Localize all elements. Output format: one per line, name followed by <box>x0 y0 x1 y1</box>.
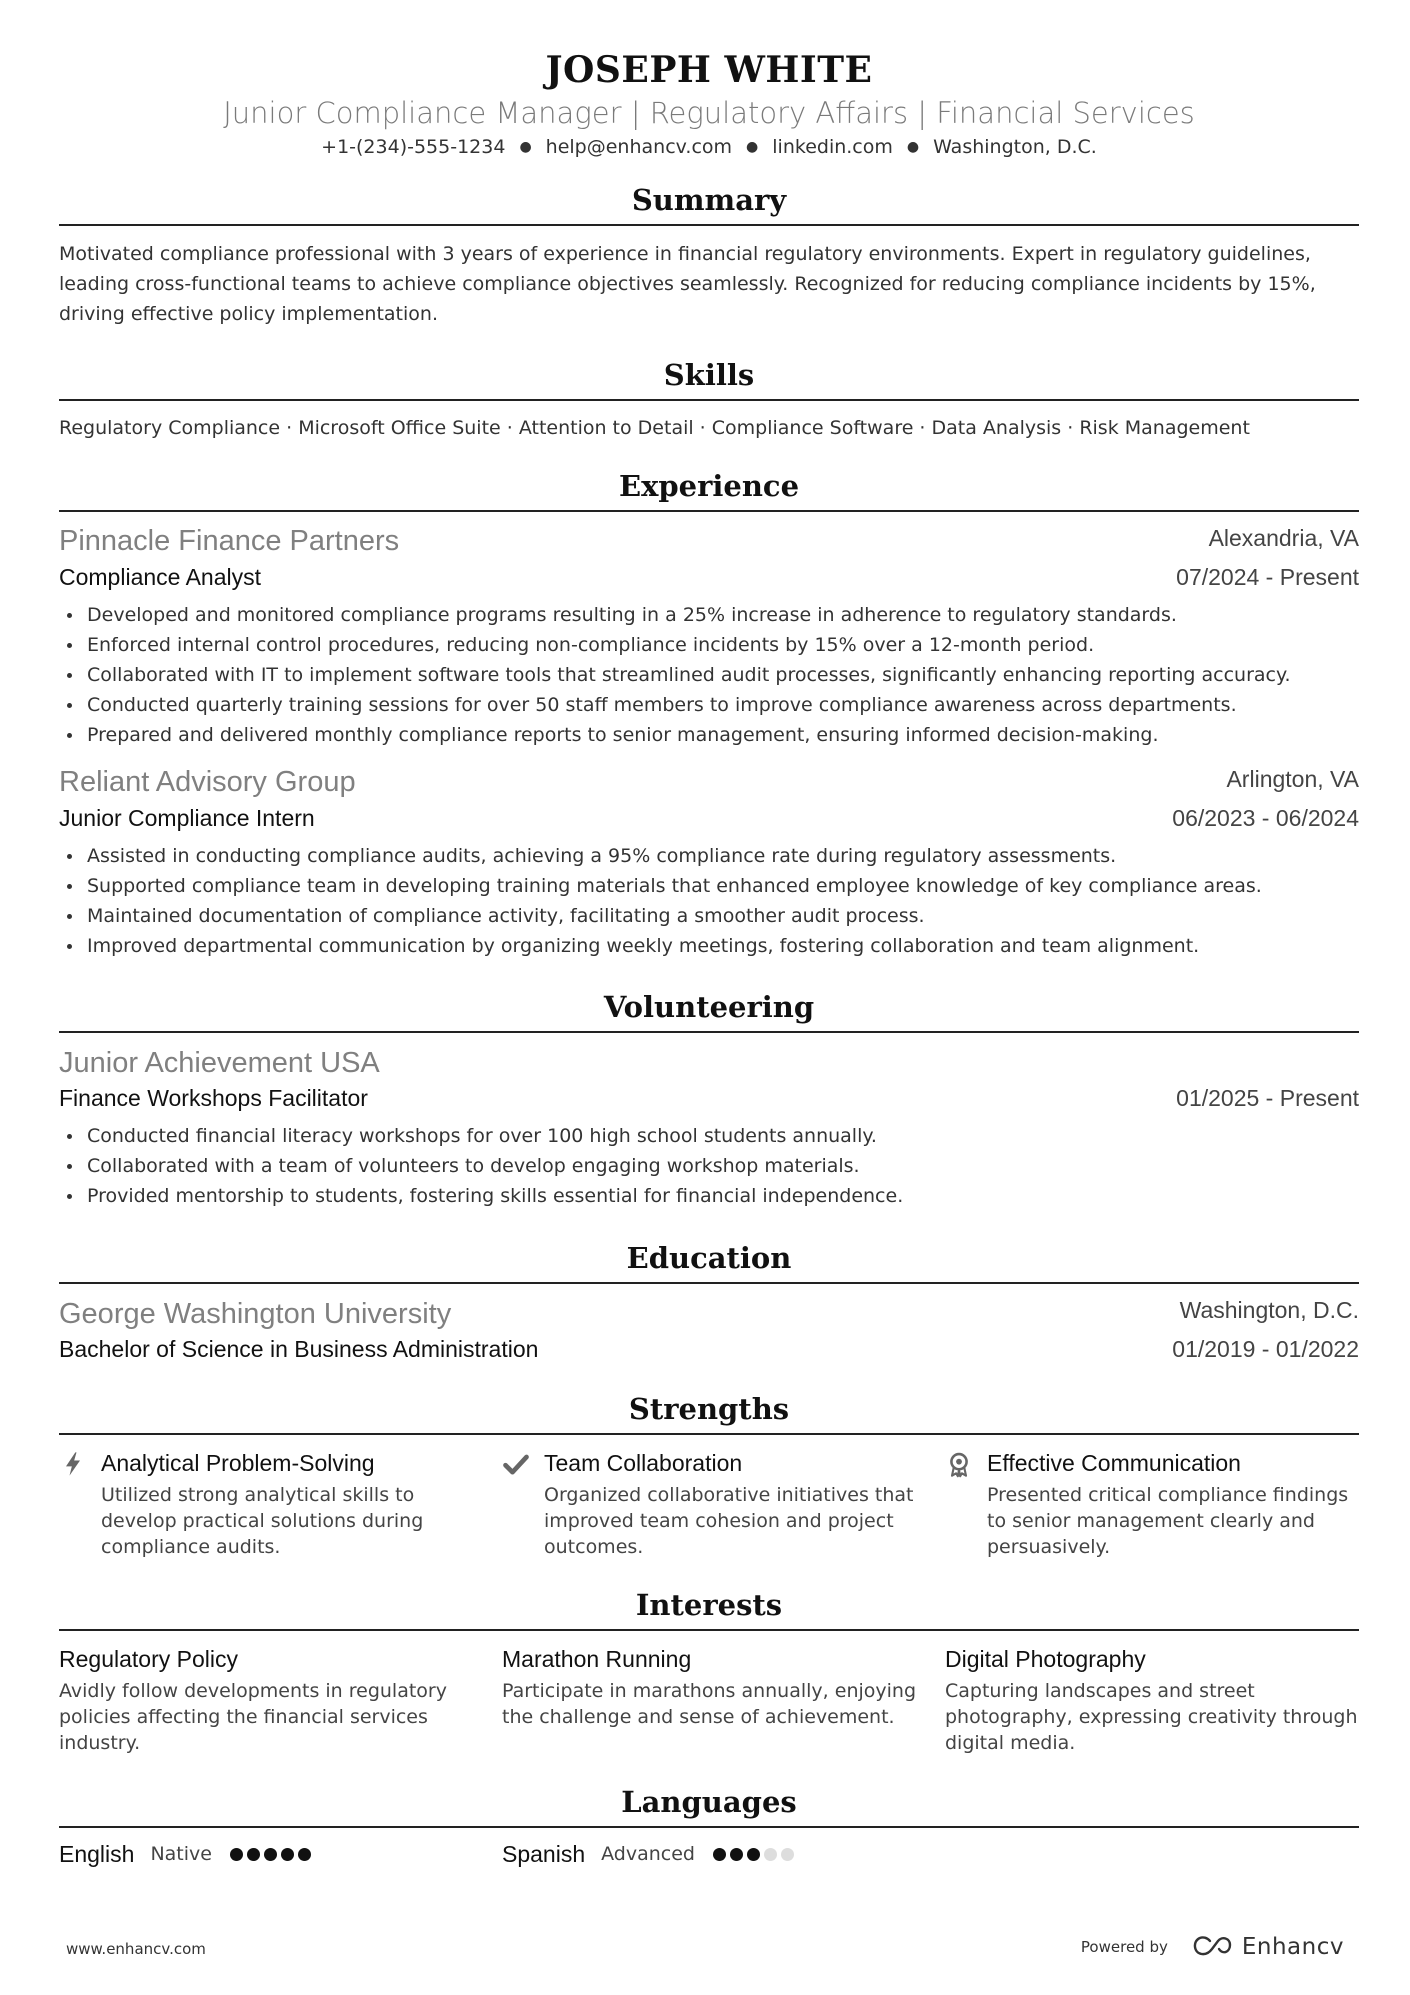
lightning-icon <box>59 1450 87 1478</box>
interest-title: Marathon Running <box>502 1646 692 1672</box>
footer-website[interactable]: www.enhancv.com <box>66 1940 206 1958</box>
language-rating <box>230 1848 311 1861</box>
enhancv-logo-icon <box>1192 1935 1234 1959</box>
rating-dot-filled <box>247 1848 260 1861</box>
language-name: Spanish <box>502 1841 586 1867</box>
strength-item <box>945 1448 1365 1560</box>
rating-dot-filled <box>264 1848 277 1861</box>
strength-title: Analytical Problem-Solving <box>101 1450 375 1476</box>
strength-desc: Presented critical compliance findings to senior management clearly and persuasively. <box>987 1484 1349 1558</box>
job-role: Junior Compliance Intern <box>59 805 315 831</box>
list-item: Collaborated with IT to implement software tools that streamlined audit processes, significantly enhancing reporting accuracy. <box>87 660 1359 690</box>
job-dates: 06/2023 - 06/2024 <box>1172 805 1359 831</box>
list-item: Assisted in conducting compliance audits, achieving a 95% compliance rate during regulatory assessments. <box>87 841 1359 871</box>
rating-dot-filled <box>747 1848 760 1861</box>
list-item: Maintained documentation of compliance activity, facilitating a smoother audit process. <box>87 901 1359 931</box>
job-company: Pinnacle Finance Partners <box>59 525 400 557</box>
language-rating <box>713 1848 794 1861</box>
contact-linkedin[interactable]: linkedin.com <box>772 136 893 158</box>
list-item: Prepared and delivered monthly compliance reports to senior management, ensuring informed decision-making. <box>87 720 1359 750</box>
list-item: Collaborated with a team of volunteers to develop engaging workshop materials. <box>87 1151 1359 1181</box>
checkmark-icon <box>502 1450 530 1478</box>
job-role: Compliance Analyst <box>59 564 261 590</box>
rating-dot-filled <box>298 1848 311 1861</box>
section-title-volunteering: Volunteering <box>59 989 1359 1033</box>
powered-by-label: Powered by <box>1080 1938 1168 1956</box>
education-dates: 01/2019 - 01/2022 <box>1172 1336 1359 1362</box>
separator-dot: ● <box>746 139 759 155</box>
section-title-education: Education <box>59 1240 1359 1284</box>
separator-dot: ● <box>519 139 532 155</box>
strength-item <box>502 1448 922 1560</box>
list-item: Conducted financial literacy workshops for over 100 high school students annually. <box>87 1121 1359 1151</box>
award-icon <box>945 1450 973 1478</box>
language-item <box>59 1839 311 1869</box>
candidate-headline: Junior Compliance Manager | Regulatory Affairs | Financial Services <box>223 96 1195 130</box>
rating-dot-empty <box>764 1848 777 1861</box>
section-title-experience: Experience <box>59 468 1359 512</box>
strength-desc: Organized collaborative initiatives that improved team cohesion and project outcomes. <box>544 1484 914 1558</box>
rating-dot-filled <box>281 1848 294 1861</box>
list-item: Improved departmental communication by organizing weekly meetings, fostering collaboration and team alignment. <box>87 931 1359 961</box>
language-level: Native <box>150 1843 212 1865</box>
section-title-interests: Interests <box>59 1587 1359 1631</box>
section-title-languages: Languages <box>59 1784 1359 1828</box>
job-dates: 07/2024 - Present <box>1176 564 1359 590</box>
job-location: Alexandria, VA <box>1208 525 1359 551</box>
summary-text: Motivated compliance professional with 3 years of experience in financial regulatory environments. Expert in regulatory guidelines, leading cross-functional teams to achieve compliance objectives seamlessly. Recognized for reducing compliance incidents by 15%, driving effective policy implementation. <box>59 243 1316 325</box>
list-item: Provided mentorship to students, fostering skills essential for financial independence. <box>87 1181 1359 1211</box>
volunteer-org: Junior Achievement USA <box>59 1047 380 1079</box>
education-degree: Bachelor of Science in Business Administration <box>59 1336 539 1362</box>
contact-location: Washington, D.C. <box>933 136 1097 158</box>
list-item: Enforced internal control procedures, reducing non-compliance incidents by 15% over a 12-month period. <box>87 630 1359 660</box>
strength-title: Team Collaboration <box>544 1450 743 1476</box>
rating-dot-filled <box>230 1848 243 1861</box>
interest-item <box>945 1644 1365 1756</box>
interest-title: Digital Photography <box>945 1646 1146 1672</box>
section-title-summary: Summary <box>59 182 1359 226</box>
job-location: Arlington, VA <box>1226 766 1359 792</box>
rating-dot-filled <box>730 1848 743 1861</box>
interest-desc: Participate in marathons annually, enjoying the challenge and sense of achievement. <box>502 1680 917 1728</box>
interest-desc: Avidly follow developments in regulatory policies affecting the financial services industry. <box>59 1680 447 1754</box>
strength-desc: Utilized strong analytical skills to develop practical solutions during compliance audits. <box>101 1484 424 1558</box>
candidate-name: JOSEPH WHITE <box>545 49 873 91</box>
separator-dot: ● <box>906 139 920 155</box>
volunteer-dates: 01/2025 - Present <box>1176 1085 1359 1111</box>
rating-dot-filled <box>713 1848 726 1861</box>
interest-item <box>502 1644 922 1730</box>
language-name: English <box>59 1841 135 1867</box>
section-title-strengths: Strengths <box>59 1391 1359 1435</box>
contact-line <box>59 134 1359 160</box>
list-item: Developed and monitored compliance programs resulting in a 25% increase in adherence to regulatory standards. <box>87 600 1359 630</box>
rating-dot-empty <box>781 1848 794 1861</box>
language-level: Advanced <box>601 1843 695 1865</box>
strength-item <box>59 1448 479 1560</box>
interest-title: Regulatory Policy <box>59 1646 238 1672</box>
education-location: Washington, D.C. <box>1179 1297 1359 1323</box>
list-item: Supported compliance team in developing training materials that enhanced employee knowledge of key compliance areas. <box>87 871 1359 901</box>
job-bullets <box>59 841 1359 961</box>
language-item <box>502 1839 794 1869</box>
contact-phone[interactable]: +1-(234)-555-1234 <box>321 136 506 158</box>
job-bullets <box>59 600 1359 750</box>
interest-desc: Capturing landscapes and street photography, expressing creativity through digital media. <box>945 1680 1358 1754</box>
footer-branding <box>1081 1934 1344 1960</box>
skills-list: Regulatory Compliance · Microsoft Office Suite · Attention to Detail · Compliance Software · Data Analysis · Risk Management <box>59 417 1250 439</box>
volunteer-role: Finance Workshops Facilitator <box>59 1085 368 1111</box>
contact-email[interactable]: help@enhancv.com <box>545 136 733 158</box>
job-company: Reliant Advisory Group <box>59 766 356 798</box>
brand-name: Enhancv <box>1241 1934 1344 1960</box>
strength-title: Effective Communication <box>987 1450 1241 1476</box>
interest-item <box>59 1644 479 1756</box>
section-title-skills: Skills <box>59 357 1359 401</box>
list-item: Conducted quarterly training sessions for over 50 staff members to improve compliance awareness across departments. <box>87 690 1359 720</box>
volunteer-bullets <box>59 1121 1359 1211</box>
education-school: George Washington University <box>59 1298 452 1330</box>
